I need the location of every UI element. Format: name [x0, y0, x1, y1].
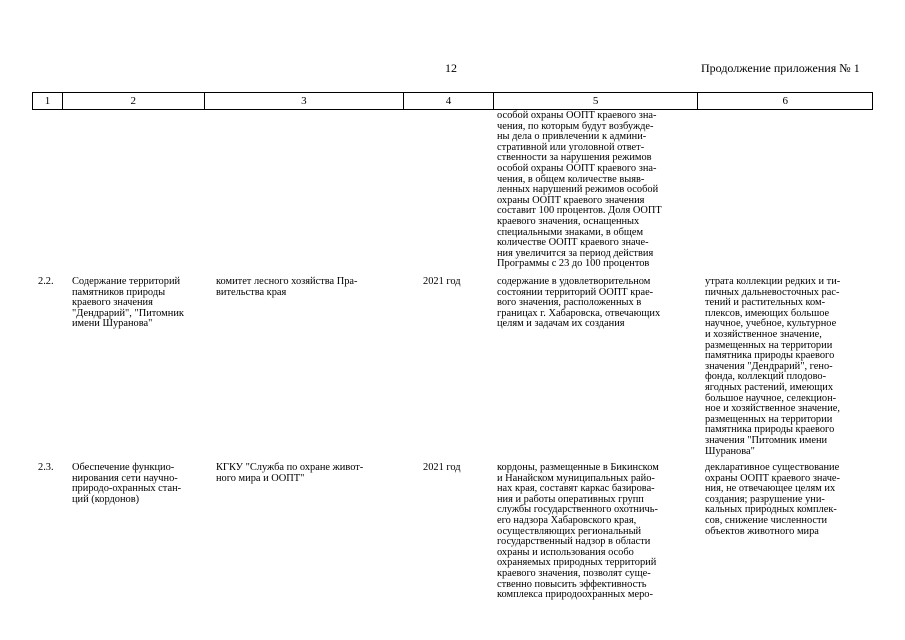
row-2-2-result: содержание в удовлетворительном состоянии территорий ООПТ крае- вого значения, расположенных в границах г. Хабаровска, отвечающих целям и задачам их создания — [497, 276, 661, 330]
row-2-3-result: кордоны, размещенные в Бикинском и Нанайском муниципальных райо- нах края, составят каркас базирова- ния и работы оперативных групп службы государственного охотничь- его надзора Хабаровского края, осуществляющих региональный государственный надзор в области охраны и использования особо охраняемых природных территорий краевого значения, позволят суще- ственно повысить эффективность комплекса природоохранных меро- — [497, 462, 659, 601]
row-2-2-consequences: утрата коллекции редких и ти- пичных дальневосточных рас- тений и растительных ком- плексов, имеющих большое научное, учебное, культурное и хозяйственное значение, размещенных на территории памятника природы краевого значения "Дендрарий", гено- фонда, коллекций плодово- ягодных растений, имеющих большое научное, селекцион- ное и хозяйственное значение, размещенных на территории памятника природы краевого значения "Питомник имени Шуранова" — [705, 276, 841, 457]
row-2-2-name: Содержание территорий памятников природы краевого значения "Дендрарий", "Питомник имени Шуранова" — [72, 276, 184, 330]
row-2-3-name: Обеспечение функцио- нирования сети научно- природо-охранных стан- ций (кордонов) — [72, 462, 182, 505]
header-col-3: 3 — [205, 93, 405, 109]
row-2-2-period: 2021 год — [423, 276, 461, 287]
row-2-2-executor: комитет лесного хозяйства Пра- вительства края — [216, 276, 358, 298]
header-col-5: 5 — [494, 93, 699, 109]
row-2-3-number: 2.3. — [38, 462, 54, 473]
continuation-label: Продолжение приложения № 1 — [701, 61, 860, 75]
table-header — [32, 92, 873, 110]
row-2-3-period: 2021 год — [423, 462, 461, 473]
page-number: 12 — [445, 61, 457, 75]
header-col-6: 6 — [782, 95, 788, 107]
row-2-2-number: 2.2. — [38, 276, 54, 287]
header-col-1: 1 — [33, 93, 63, 109]
continued-result-text: особой охраны ООПТ краевого зна- чения, по которым будут возбужде- ны дела о привлечении к админи- стративной или уголовной ответ- ственности за нарушения режимов особой охраны ООПТ краевого зна- чения, в общем количестве выяв- ленных нарушений режимов особой охраны ООПТ краевого значения составит 100 процентов. Доля ООПТ краевого значения, оснащенных специальными знаками, в общем количестве ООПТ краевого значе- ния увеличится за период действия Программы с 23 до 100 процентов — [497, 110, 662, 270]
header-col-2: 2 — [63, 93, 205, 109]
row-2-3-consequences: декларативное существование охраны ООПТ краевого значе- ния, не отвечающее целям их создания; разрушение уни- кальных природных комплек- сов, снижение численности объектов животного мира — [705, 462, 840, 537]
header-col-4: 4 — [404, 93, 494, 109]
row-2-3-executor: КГКУ "Служба по охране живот- ного мира и ООПТ" — [216, 462, 364, 484]
